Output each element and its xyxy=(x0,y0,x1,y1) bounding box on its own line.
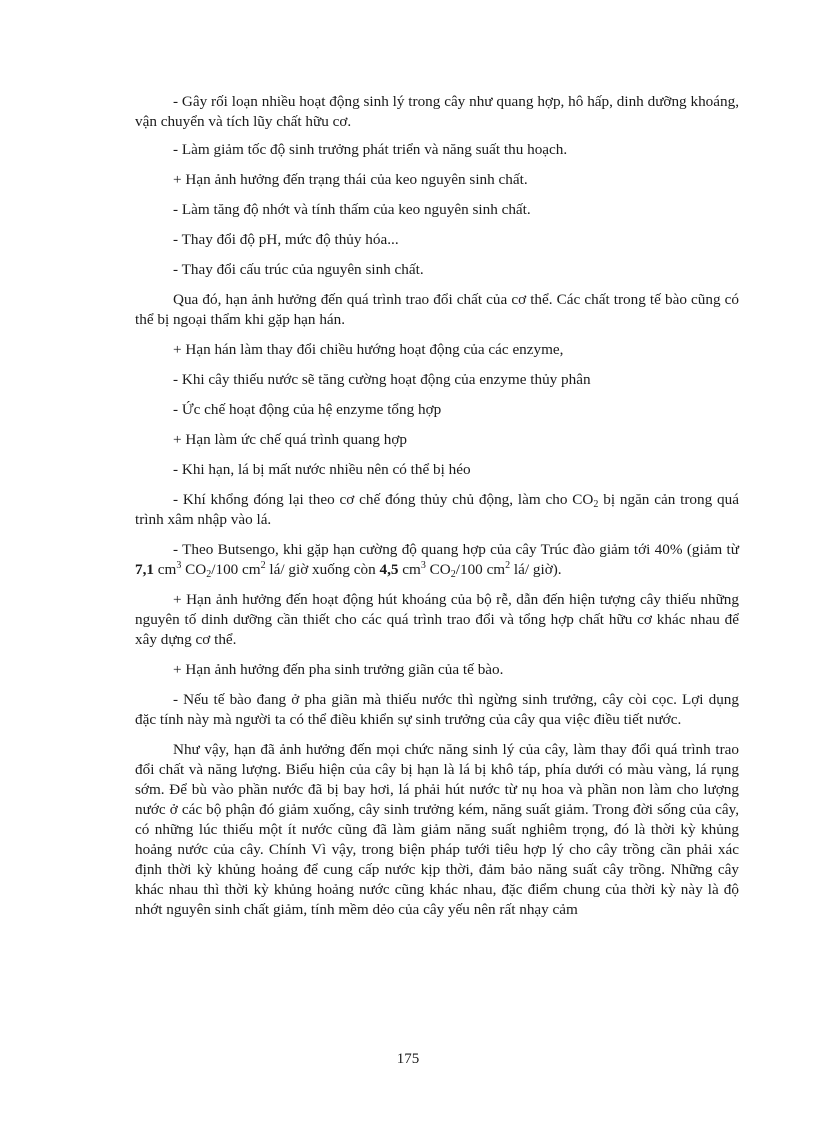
superscript: 3 xyxy=(420,560,426,571)
text: cm xyxy=(153,561,177,578)
paragraph: - Thay đổi độ pH, mức độ thủy hóa... xyxy=(173,231,399,248)
page-number: 175 xyxy=(396,1051,420,1067)
text: lá/ giờ). xyxy=(510,561,562,578)
value-bold: 4,5 xyxy=(379,561,399,578)
paragraph: - Làm tăng độ nhớt và tính thấm của keo nguyên sinh chất. xyxy=(173,201,531,218)
superscript: 2 xyxy=(505,560,511,571)
subscript: 2 xyxy=(450,569,456,580)
paragraph: + Hạn hán làm thay đổi chiều hướng hoạt động của các enzyme, xyxy=(173,341,564,358)
text: /100 cm xyxy=(455,561,506,578)
subscript: 2 xyxy=(206,569,212,580)
text: cm xyxy=(398,561,421,578)
text: /100 cm xyxy=(211,561,261,578)
page-body xyxy=(135,92,739,930)
paragraph: - Nếu tế bào đang ở pha giãn mà thiếu nước thì ngừng sinh trưởng, cây còi cọc. Lợi dụng đặc tính này mà người ta có thể điều khiển sự sinh trưởng của cây qua việc điều tiết nước. xyxy=(135,691,739,728)
paragraph: - Gây rối loạn nhiều hoạt động sinh lý trong cây như quang hợp, hô hấp, dinh dưỡng khoáng, vận chuyển và tích lũy chất hữu cơ. xyxy=(135,93,739,130)
paragraph: - Thay đổi cấu trúc của nguyên sinh chất. xyxy=(173,261,424,278)
text: - Theo Butsengo, khi gặp hạn cường độ quang hợp của cây Trúc đào giảm tới 40% (giảm từ xyxy=(173,541,739,558)
paragraph: - Ức chế hoạt động của hệ enzyme tổng hợp xyxy=(173,401,442,418)
superscript: 2 xyxy=(260,560,266,571)
subscript: 2 xyxy=(593,499,599,510)
text: CO xyxy=(425,561,451,578)
value-bold: 7,1 xyxy=(135,561,154,578)
text: CO xyxy=(181,561,207,578)
paragraph: + Hạn ảnh hưởng đến hoạt động hút khoáng của bộ rễ, dẫn đến hiện tượng cây thiếu những nguyên tố dinh dưỡng cần thiết cho các quá trình trao đổi và tổng hợp chất hữu cơ khác nhau để xây dựng cơ thể. xyxy=(135,591,739,648)
superscript: 3 xyxy=(176,560,182,571)
paragraph: + Hạn ảnh hưởng đến trạng thái của keo nguyên sinh chất. xyxy=(173,171,528,188)
co2-paragraph xyxy=(135,490,739,530)
paragraph: Qua đó, hạn ảnh hưởng đến quá trình trao đổi chất của cơ thể. Các chất trong tế bào cũng có thể bị ngoại thẩm khi gặp hạn hán. xyxy=(135,291,739,328)
butsengo-paragraph xyxy=(135,540,739,580)
paragraph: - Làm giảm tốc độ sinh trưởng phát triển và năng suất thu hoạch. xyxy=(173,141,568,158)
paragraph: Như vậy, hạn đã ảnh hưởng đến mọi chức năng sinh lý của cây, làm thay đổi quá trình trao đổi chất và năng lượng. Biểu hiện của cây bị hạn là lá bị khô táp, phía dưới có màu vàng, lá rụng sớm. Để bù vào phần nước đã bị bay hơi, lá phải hút nước từ nụ hoa và phần non làm cho lượng nước ở các bộ phận đó giảm xuống, cây sinh trưởng kém, năng suất giảm. Trong đời sống của cây, có những lúc thiếu một ít nước cũng đã làm giảm năng suất nghiêm trọng, đó là thời kỳ khủng hoảng nước của cây. Chính Vì vậy, trong biện pháp tưới tiêu hợp lý cho cây trồng cần phải xác định thời kỳ khủng hoảng để cung cấp nước kịp thời, đảm bảo năng suất cây trồng. Những cây khác nhau thì thời kỳ khủng hoảng nước cũng khác nhau, đặc điểm chung của thời kỳ này là độ nhớt nguyên sinh chất giảm, tính mềm dẻo của cây yếu nên rất nhạy cảm xyxy=(135,741,739,918)
paragraph: + Hạn ảnh hưởng đến pha sinh trưởng giãn của tế bào. xyxy=(173,661,504,678)
text: - Khí khổng đóng lại theo cơ chế đóng thủy chủ động, làm cho CO xyxy=(173,491,594,508)
paragraph: - Khi cây thiếu nước sẽ tăng cường hoạt động của enzyme thủy phân xyxy=(173,371,591,388)
paragraph: - Khi hạn, lá bị mất nước nhiều nên có thể bị héo xyxy=(173,461,471,478)
text: lá/ giờ xuống còn xyxy=(265,561,380,578)
paragraph: + Hạn làm ức chế quá trình quang hợp xyxy=(173,431,408,448)
text: bị ngăn cản trong quá trình xâm nhập vào lá. xyxy=(135,491,739,528)
